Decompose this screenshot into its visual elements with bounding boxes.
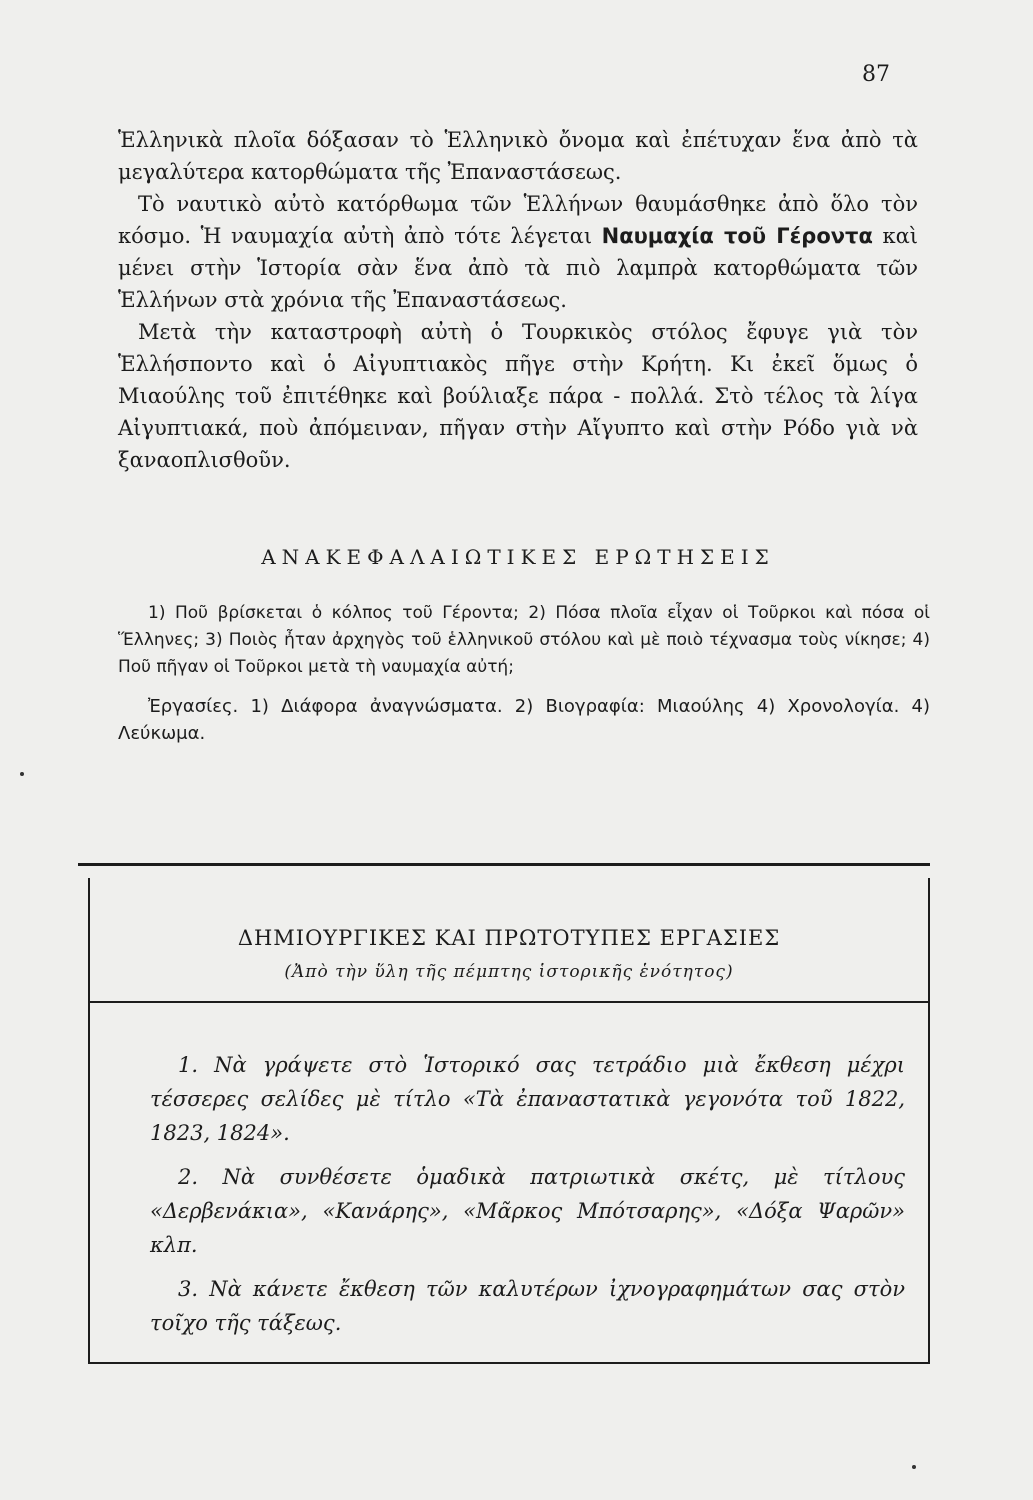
page-number: 87: [862, 62, 890, 87]
box-item-3: 3. Νὰ κάνετε ἔκθεση τῶν καλυτέρων ἰχνογραφημάτων σας στὸν τοῖχο τῆς τάξεως.: [150, 1277, 905, 1335]
paragraph-2-start: Τὸ ναυτικὸ αὐτὸ κατόρθωμα τῶν Ἑλλήνων θαυμάσθηκε ἀπὸ ὅλο τὸν κόσμο. Ἡ ναυμαχία αὐτὴ ἀπὸ τότε λέγεται: [118, 192, 918, 248]
paragraph-2: [118, 188, 918, 316]
box-item-2: 2. Νὰ συνθέσετε ὁμαδικὰ πατριωτικὰ σκέτς, μὲ τίτλους «Δερβενάκια», «Κανάρης», «Μᾶρκος Μπότσαρης», «Δόξα Ψαρῶν» κλπ.: [150, 1165, 905, 1257]
paragraph-3: Μετὰ τὴν καταστροφὴ αὐτὴ ὁ Τουρκικὸς στόλος ἔφυγε γιὰ τὸν Ἑλλήσποντο καὶ ὁ Αἰγυπτιακὸς πῆγε στὴν Κρήτη. Κι ἐκεῖ ὅμως ὁ Μιαούλης τοῦ ἐπιτέθηκε καὶ βούλιαξε πάρα - πολλά. Στὸ τέλος τὰ λίγα Αἰγυπτιακά, ποὺ ἀπόμειναν, πῆγαν στὴν Αἴγυπτο καὶ στὴν Ρόδο γιὰ νὰ ξαναοπλισθοῦν.: [118, 320, 918, 472]
creative-tasks-box: [78, 863, 930, 1364]
box-items: [150, 1048, 905, 1350]
print-speck: [912, 1465, 916, 1469]
questions-block: [118, 600, 930, 747]
body-text: [118, 124, 918, 476]
box-divider: [90, 1001, 928, 1003]
paragraph-2-end: καὶ μένει στὴν Ἱστορία σὰν ἕνα ἀπὸ τὰ πιὸ λαμπρὰ κατορθώματα τῶν Ἑλλήνων στὰ χρόνια τῆς Ἐπαναστάσεως.: [118, 224, 918, 312]
print-speck: [20, 772, 24, 776]
questions-heading: ΑΝΑΚΕΦΑΛΑΙΩΤΙΚΕΣ ΕΡΩΤΗΣΕΙΣ: [261, 545, 775, 569]
tasks-text: Ἐργασίες. 1) Διάφορα ἀναγνώσματα. 2) Βιογραφία: Μιαούλης 4) Χρονολογία. 4) Λεύκωμα.: [118, 696, 930, 744]
creative-tasks-frame: [88, 878, 930, 1364]
paragraph-1: Ἑλληνικὰ πλοῖα δόξασαν τὸ Ἑλληνικὸ ὄνομα καὶ ἐπέτυχαν ἕνα ἀπὸ τὰ μεγαλύτερα κατορθώματα τῆς Ἐπαναστάσεως.: [118, 128, 918, 184]
box-title: ΔΗΜΙΟΥΡΓΙΚΕΣ ΚΑΙ ΠΡΩΤΟΤΥΠΕΣ ΕΡΓΑΣΙΕΣ: [237, 926, 781, 950]
questions-text: 1) Ποῦ βρίσκεται ὁ κόλπος τοῦ Γέροντα; 2) Πόσα πλοῖα εἶχαν οἱ Τοῦρκοι καὶ πόσα οἱ Ἕλληνες; 3) Ποιὸς ἦταν ἀρχηγὸς τοῦ ἑλληνικοῦ στόλου καὶ μὲ ποιὸ τέχνασμα τοὺς νίκησε; 4) Ποῦ πῆγαν οἱ Τοῦρκοι μετὰ τὴ ναυμαχία αὐτή;: [118, 603, 930, 677]
box-subtitle: (Ἀπὸ τὴν ὕλη τῆς πέμπτης ἱστορικῆς ἑνότητος): [284, 962, 734, 982]
box-item-1: 1. Νὰ γράψετε στὸ Ἱστορικό σας τετράδιο μιὰ ἔκθεση μέχρι τέσσερες σελίδες μὲ τίτλο «Τὰ ἐπαναστατικὰ γεγονότα τοῦ 1822, 1823, 1824».: [150, 1053, 905, 1145]
battle-name: Ναυμαχία τοῦ Γέροντα: [601, 224, 873, 248]
